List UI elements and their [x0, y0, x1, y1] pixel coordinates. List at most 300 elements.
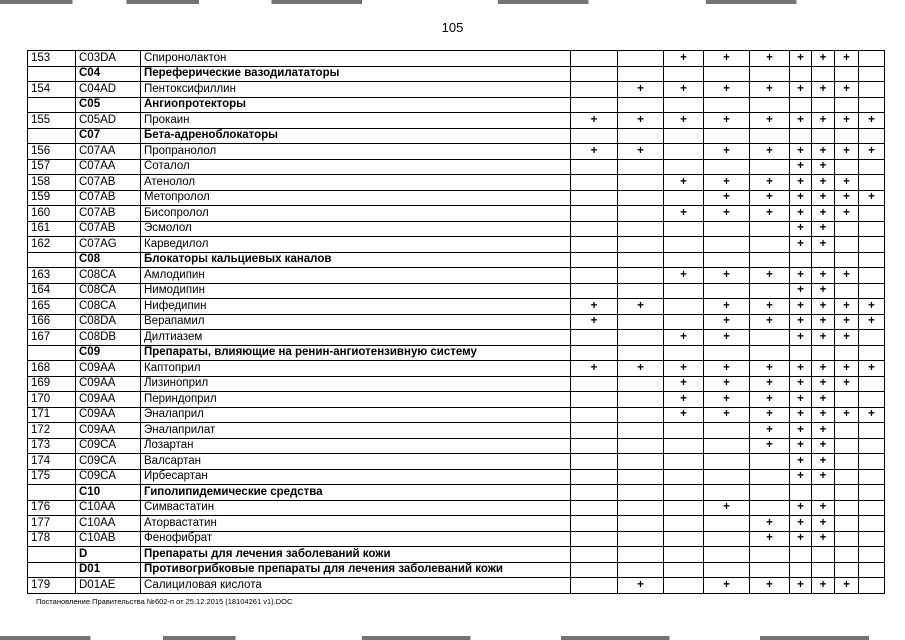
mark-cell — [835, 438, 859, 454]
atc-code-cell: C08DB — [76, 330, 141, 346]
mark-cell: + — [835, 407, 859, 423]
table-row — [28, 113, 885, 129]
mark-cell — [704, 516, 750, 532]
mark-cell: + — [859, 299, 885, 315]
row-number-cell: 155 — [28, 113, 76, 129]
mark-cell — [750, 221, 790, 237]
mark-cell — [859, 485, 885, 501]
mark-cell: + — [704, 392, 750, 408]
mark-cell — [835, 66, 859, 82]
mark-cell: + — [790, 392, 812, 408]
drug-name-cell: Препараты для лечения заболеваний кожи — [141, 547, 571, 563]
mark-cell — [618, 314, 664, 330]
drug-name-cell: Ангиопротекторы — [141, 97, 571, 113]
row-number-cell: 156 — [28, 144, 76, 160]
mark-cell: + — [812, 376, 835, 392]
mark-cell — [664, 454, 704, 470]
mark-cell — [618, 423, 664, 439]
mark-cell — [571, 531, 618, 547]
mark-cell: + — [571, 144, 618, 160]
mark-cell — [618, 252, 664, 268]
mark-cell — [859, 237, 885, 253]
mark-cell — [704, 221, 750, 237]
page-number: 105 — [441, 20, 464, 35]
atc-code-cell: C09AA — [76, 392, 141, 408]
mark-cell: + — [664, 175, 704, 191]
mark-cell: + — [750, 578, 790, 594]
group-header-row — [28, 252, 885, 268]
mark-cell — [750, 547, 790, 563]
mark-cell — [664, 128, 704, 144]
mark-cell — [750, 330, 790, 346]
mark-cell: + — [812, 82, 835, 98]
row-number-cell: 172 — [28, 423, 76, 439]
mark-cell: + — [835, 82, 859, 98]
drug-name-cell: Фенофибрат — [141, 531, 571, 547]
mark-cell: + — [790, 454, 812, 470]
mark-cell: + — [750, 299, 790, 315]
mark-cell: + — [812, 237, 835, 253]
mark-cell: + — [859, 361, 885, 377]
mark-cell — [859, 423, 885, 439]
mark-cell — [571, 175, 618, 191]
atc-code-cell: C09CA — [76, 454, 141, 470]
mark-cell: + — [812, 221, 835, 237]
drug-name-cell: Пропранолол — [141, 144, 571, 160]
mark-cell: + — [835, 376, 859, 392]
mark-cell: + — [835, 578, 859, 594]
mark-cell: + — [664, 206, 704, 222]
atc-code-cell: C10AB — [76, 531, 141, 547]
mark-cell — [859, 175, 885, 191]
table-row — [28, 500, 885, 516]
mark-cell — [664, 299, 704, 315]
mark-cell: + — [664, 330, 704, 346]
drug-name-cell: Атенолол — [141, 175, 571, 191]
mark-cell — [835, 516, 859, 532]
mark-cell — [618, 159, 664, 175]
row-number-cell: 174 — [28, 454, 76, 470]
row-number-cell — [28, 547, 76, 563]
table-row — [28, 237, 885, 253]
table-row — [28, 314, 885, 330]
mark-cell: + — [750, 82, 790, 98]
mark-cell: + — [704, 330, 750, 346]
mark-cell — [664, 578, 704, 594]
mark-cell — [664, 438, 704, 454]
table-row — [28, 423, 885, 439]
mark-cell: + — [750, 376, 790, 392]
mark-cell — [664, 516, 704, 532]
table-row — [28, 144, 885, 160]
mark-cell — [618, 237, 664, 253]
mark-cell: + — [704, 190, 750, 206]
mark-cell — [859, 438, 885, 454]
atc-code-cell: C09 — [76, 345, 141, 361]
mark-cell — [835, 221, 859, 237]
mark-cell — [618, 330, 664, 346]
atc-code-cell: C09CA — [76, 438, 141, 454]
mark-cell — [859, 392, 885, 408]
mark-cell — [859, 454, 885, 470]
mark-cell — [835, 392, 859, 408]
table-row — [28, 361, 885, 377]
row-number-cell — [28, 66, 76, 82]
mark-cell: + — [790, 578, 812, 594]
row-number-cell: 167 — [28, 330, 76, 346]
drug-name-cell: Нифедипин — [141, 299, 571, 315]
mark-cell — [835, 469, 859, 485]
mark-cell: + — [750, 516, 790, 532]
mark-cell — [859, 283, 885, 299]
mark-cell: + — [704, 51, 750, 67]
mark-cell — [750, 159, 790, 175]
mark-cell — [790, 547, 812, 563]
mark-cell: + — [790, 82, 812, 98]
mark-cell: + — [835, 206, 859, 222]
row-number-cell — [28, 128, 76, 144]
row-number-cell: 163 — [28, 268, 76, 284]
mark-cell — [704, 485, 750, 501]
mark-cell — [859, 128, 885, 144]
mark-cell: + — [704, 407, 750, 423]
mark-cell — [812, 252, 835, 268]
drug-name-cell: Симвастатин — [141, 500, 571, 516]
mark-cell — [571, 283, 618, 299]
drug-name-cell: Салициловая кислота — [141, 578, 571, 594]
scan-edge-bottom — [0, 636, 905, 640]
table-row — [28, 51, 885, 67]
mark-cell — [859, 221, 885, 237]
mark-cell — [571, 454, 618, 470]
mark-cell: + — [790, 299, 812, 315]
mark-cell — [750, 562, 790, 578]
mark-cell: + — [812, 144, 835, 160]
mark-cell: + — [835, 361, 859, 377]
mark-cell: + — [812, 578, 835, 594]
mark-cell: + — [812, 175, 835, 191]
mark-cell: + — [790, 314, 812, 330]
row-number-cell — [28, 485, 76, 501]
mark-cell — [704, 283, 750, 299]
mark-cell — [790, 97, 812, 113]
table-row — [28, 221, 885, 237]
mark-cell: + — [812, 531, 835, 547]
mark-cell — [618, 407, 664, 423]
mark-cell — [835, 423, 859, 439]
table-row — [28, 159, 885, 175]
mark-cell — [750, 252, 790, 268]
mark-cell: + — [750, 190, 790, 206]
mark-cell: + — [812, 51, 835, 67]
drug-name-cell: Препараты, влияющие на ренин-ангиотензивную систему — [141, 345, 571, 361]
row-number-cell: 170 — [28, 392, 76, 408]
mark-cell — [664, 314, 704, 330]
mark-cell: + — [790, 144, 812, 160]
mark-cell: + — [790, 516, 812, 532]
mark-cell — [812, 128, 835, 144]
mark-cell: + — [704, 82, 750, 98]
mark-cell — [812, 485, 835, 501]
mark-cell: + — [664, 268, 704, 284]
mark-cell — [750, 345, 790, 361]
mark-cell: + — [790, 175, 812, 191]
mark-cell: + — [704, 578, 750, 594]
group-header-row — [28, 562, 885, 578]
mark-cell: + — [790, 268, 812, 284]
mark-cell — [859, 268, 885, 284]
mark-cell: + — [704, 175, 750, 191]
table-row — [28, 82, 885, 98]
mark-cell — [790, 562, 812, 578]
table-row — [28, 531, 885, 547]
mark-cell — [704, 531, 750, 547]
row-number-cell: 160 — [28, 206, 76, 222]
mark-cell — [571, 562, 618, 578]
mark-cell: + — [664, 407, 704, 423]
mark-cell — [812, 66, 835, 82]
group-header-row — [28, 547, 885, 563]
drug-name-cell: Бисопролол — [141, 206, 571, 222]
mark-cell: + — [812, 516, 835, 532]
mark-cell — [664, 547, 704, 563]
atc-code-cell: C08 — [76, 252, 141, 268]
drug-name-cell: Лозартан — [141, 438, 571, 454]
mark-cell: + — [618, 361, 664, 377]
atc-code-cell: C08DA — [76, 314, 141, 330]
mark-cell — [618, 438, 664, 454]
mark-cell — [571, 516, 618, 532]
mark-cell: + — [859, 144, 885, 160]
mark-cell: + — [790, 113, 812, 129]
table-row — [28, 283, 885, 299]
mark-cell — [571, 485, 618, 501]
mark-cell — [750, 128, 790, 144]
row-number-cell: 173 — [28, 438, 76, 454]
mark-cell — [571, 268, 618, 284]
mark-cell — [790, 66, 812, 82]
table-row — [28, 392, 885, 408]
mark-cell — [571, 82, 618, 98]
mark-cell — [618, 454, 664, 470]
mark-cell: + — [704, 314, 750, 330]
drug-table — [27, 50, 885, 594]
mark-cell — [704, 237, 750, 253]
mark-cell: + — [790, 469, 812, 485]
drug-name-cell: Эсмолол — [141, 221, 571, 237]
mark-cell — [859, 376, 885, 392]
mark-cell — [812, 562, 835, 578]
mark-cell — [664, 221, 704, 237]
mark-cell — [859, 252, 885, 268]
mark-cell: + — [812, 330, 835, 346]
mark-cell: + — [750, 113, 790, 129]
mark-cell: + — [618, 299, 664, 315]
mark-cell — [750, 283, 790, 299]
mark-cell — [571, 206, 618, 222]
mark-cell — [618, 500, 664, 516]
mark-cell: + — [812, 314, 835, 330]
mark-cell: + — [812, 454, 835, 470]
mark-cell — [750, 237, 790, 253]
mark-cell: + — [812, 190, 835, 206]
mark-cell: + — [812, 283, 835, 299]
drug-name-cell: Верапамил — [141, 314, 571, 330]
mark-cell — [618, 376, 664, 392]
drug-name-cell: Спиронолактон — [141, 51, 571, 67]
mark-cell: + — [835, 144, 859, 160]
mark-cell — [835, 252, 859, 268]
mark-cell: + — [835, 175, 859, 191]
mark-cell: + — [704, 376, 750, 392]
drug-name-cell: Метопролол — [141, 190, 571, 206]
mark-cell — [571, 376, 618, 392]
mark-cell — [859, 97, 885, 113]
mark-cell — [859, 578, 885, 594]
mark-cell — [835, 237, 859, 253]
mark-cell — [618, 175, 664, 191]
mark-cell — [835, 128, 859, 144]
mark-cell: + — [750, 268, 790, 284]
mark-cell: + — [790, 361, 812, 377]
mark-cell — [618, 268, 664, 284]
mark-cell: + — [750, 361, 790, 377]
mark-cell — [571, 345, 618, 361]
atc-code-cell: C04 — [76, 66, 141, 82]
atc-code-cell: C05AD — [76, 113, 141, 129]
mark-cell — [704, 159, 750, 175]
mark-cell: + — [618, 144, 664, 160]
table-row — [28, 454, 885, 470]
table-row — [28, 330, 885, 346]
mark-cell — [750, 454, 790, 470]
mark-cell — [664, 485, 704, 501]
atc-code-cell: C08CA — [76, 283, 141, 299]
mark-cell: + — [790, 221, 812, 237]
mark-cell — [812, 97, 835, 113]
mark-cell — [618, 66, 664, 82]
mark-cell — [704, 66, 750, 82]
mark-cell: + — [790, 206, 812, 222]
mark-cell: + — [812, 500, 835, 516]
mark-cell — [704, 562, 750, 578]
mark-cell: + — [790, 51, 812, 67]
table-row — [28, 407, 885, 423]
mark-cell: + — [704, 268, 750, 284]
mark-cell: + — [835, 330, 859, 346]
mark-cell — [859, 159, 885, 175]
mark-cell: + — [790, 423, 812, 439]
table-row — [28, 578, 885, 594]
atc-code-cell: D01 — [76, 562, 141, 578]
mark-cell — [750, 66, 790, 82]
mark-cell — [571, 500, 618, 516]
mark-cell: + — [812, 361, 835, 377]
mark-cell: + — [812, 392, 835, 408]
drug-name-cell: Пентоксифиллин — [141, 82, 571, 98]
mark-cell — [664, 66, 704, 82]
mark-cell — [664, 469, 704, 485]
drug-name-cell: Эналаприл — [141, 407, 571, 423]
mark-cell — [664, 423, 704, 439]
mark-cell: + — [812, 299, 835, 315]
mark-cell — [571, 330, 618, 346]
mark-cell — [618, 128, 664, 144]
row-number-cell: 176 — [28, 500, 76, 516]
atc-code-cell: C04AD — [76, 82, 141, 98]
mark-cell — [571, 66, 618, 82]
row-number-cell — [28, 97, 76, 113]
mark-cell — [618, 392, 664, 408]
atc-code-cell: C05 — [76, 97, 141, 113]
mark-cell: + — [664, 376, 704, 392]
table-row — [28, 469, 885, 485]
mark-cell — [859, 531, 885, 547]
mark-cell — [835, 500, 859, 516]
mark-cell — [664, 252, 704, 268]
atc-code-cell: C09AA — [76, 361, 141, 377]
drug-name-cell: Бета-адреноблокаторы — [141, 128, 571, 144]
mark-cell — [618, 206, 664, 222]
mark-cell: + — [750, 423, 790, 439]
mark-cell — [859, 516, 885, 532]
mark-cell — [571, 51, 618, 67]
mark-cell — [704, 469, 750, 485]
atc-code-cell: C09AA — [76, 407, 141, 423]
drug-name-cell: Эналаприлат — [141, 423, 571, 439]
drug-name-cell: Амлодипин — [141, 268, 571, 284]
mark-cell: + — [812, 423, 835, 439]
mark-cell — [571, 159, 618, 175]
mark-cell — [571, 407, 618, 423]
mark-cell — [571, 547, 618, 563]
mark-cell — [704, 547, 750, 563]
mark-cell — [618, 562, 664, 578]
mark-cell — [704, 454, 750, 470]
mark-cell — [835, 159, 859, 175]
atc-code-cell: D — [76, 547, 141, 563]
atc-code-cell: C03DA — [76, 51, 141, 67]
mark-cell: + — [790, 330, 812, 346]
mark-cell — [835, 283, 859, 299]
atc-code-cell: C07 — [76, 128, 141, 144]
atc-code-cell: C07AB — [76, 206, 141, 222]
drug-name-cell: Ирбесартан — [141, 469, 571, 485]
mark-cell — [750, 469, 790, 485]
mark-cell — [704, 423, 750, 439]
mark-cell — [859, 469, 885, 485]
mark-cell: + — [664, 51, 704, 67]
mark-cell — [664, 531, 704, 547]
mark-cell: + — [704, 144, 750, 160]
mark-cell — [704, 128, 750, 144]
mark-cell: + — [812, 469, 835, 485]
mark-cell — [571, 237, 618, 253]
mark-cell — [835, 454, 859, 470]
drug-name-cell: Прокаин — [141, 113, 571, 129]
drug-name-cell: Валсартан — [141, 454, 571, 470]
row-number-cell: 159 — [28, 190, 76, 206]
mark-cell — [704, 345, 750, 361]
mark-cell — [618, 531, 664, 547]
mark-cell — [618, 516, 664, 532]
mark-cell: + — [835, 299, 859, 315]
mark-cell: + — [812, 407, 835, 423]
mark-cell: + — [618, 82, 664, 98]
mark-cell: + — [750, 51, 790, 67]
mark-cell — [790, 252, 812, 268]
mark-cell — [859, 66, 885, 82]
